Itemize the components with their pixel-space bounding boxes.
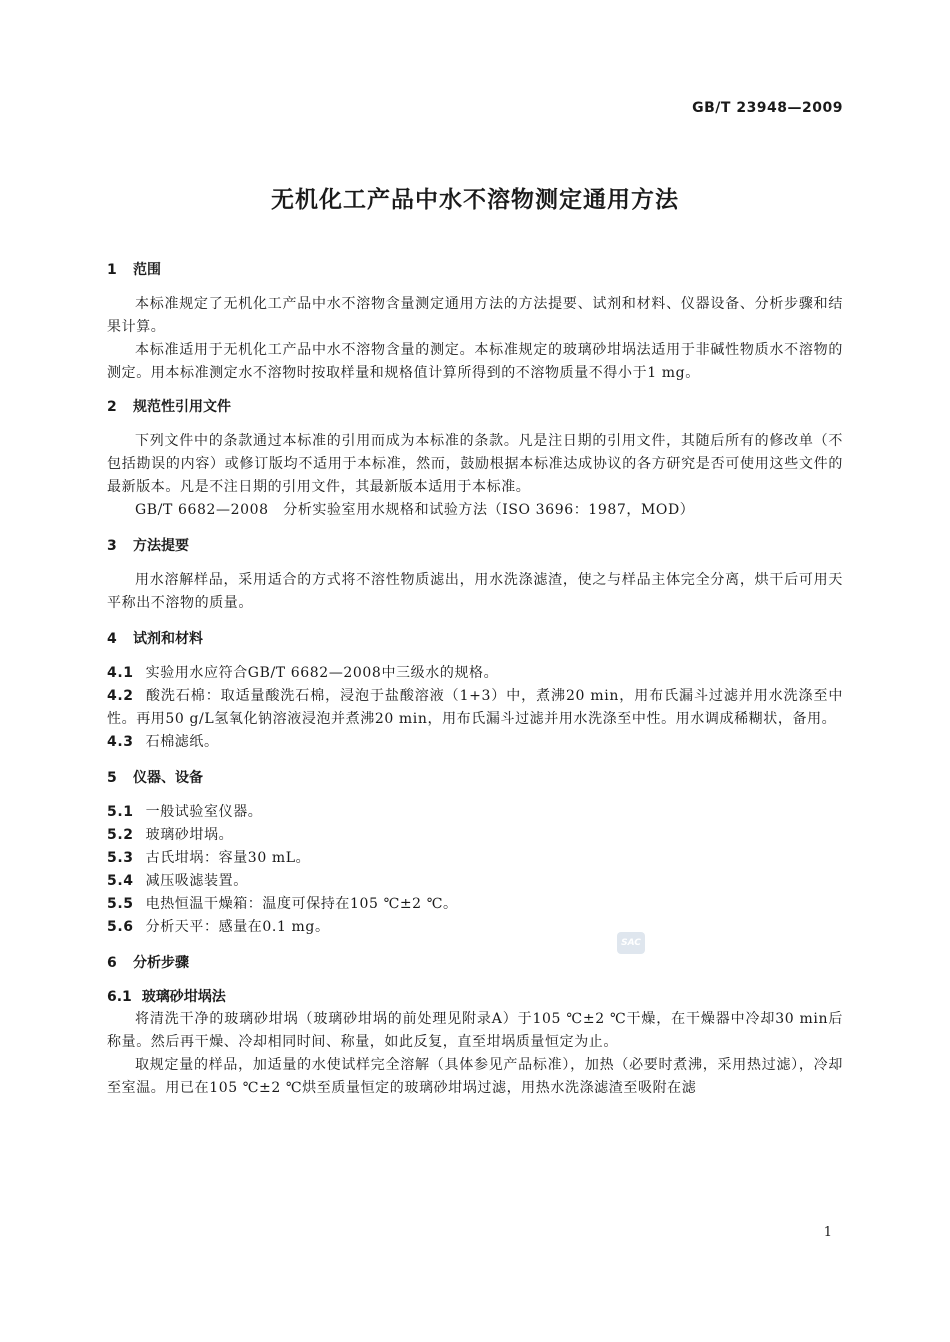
list-item xyxy=(107,824,843,847)
section-title: 规范性引用文件 xyxy=(133,399,231,415)
page-number: 1 xyxy=(823,1225,832,1240)
subsection-number: 6.1 xyxy=(107,989,132,1005)
list-item xyxy=(107,870,843,893)
item-text: 古氏坩埚：容量30 mL。 xyxy=(145,850,311,866)
standard-code: GB/T 23948—2009 xyxy=(692,100,843,116)
section-number: 4 xyxy=(107,631,117,647)
paragraph: 取规定量的样品，加适量的水使试样完全溶解（具体参见产品标准），加热（必要时煮沸，采用热过滤），冷却至室温。用已在105 ℃±2 ℃烘至质量恒定的玻璃砂坩埚过滤，用热水洗涤滤渣至吸附在滤 xyxy=(107,1057,843,1096)
section-number: 6 xyxy=(107,955,117,971)
item-text: 一般试验室仪器。 xyxy=(145,804,263,820)
section-title: 分析步骤 xyxy=(133,955,189,971)
section-title: 范围 xyxy=(133,262,161,278)
section-title: 试剂和材料 xyxy=(133,631,203,647)
list-item xyxy=(107,916,843,939)
item-text: 酸洗石棉：取适量酸洗石棉，浸泡于盐酸溶液（1+3）中，煮沸20 min，用布氏漏斗过滤并用水洗涤至中性。再用50 g/L氢氧化钠溶液浸泡并煮沸20 min，用布氏漏斗过滤并用水洗涤至中性。用水调成稀糊状，备用。 xyxy=(107,688,843,727)
item-number: 5.2 xyxy=(107,827,134,843)
item-text: 玻璃砂坩埚。 xyxy=(145,827,234,843)
item-text: 分析天平：感量在0.1 mg。 xyxy=(145,919,330,935)
normative-reference: GB/T 6682—2008 分析实验室用水规格和试验方法（ISO 3696：1987，MOD） xyxy=(135,502,695,518)
item-number: 5.4 xyxy=(107,873,134,889)
paragraph: 本标准适用于无机化工产品中水不溶物含量的测定。本标准规定的玻璃砂坩埚法适用于非碱性物质水不溶物的测定。用本标准测定水不溶物时按取样量和规格值计算所得到的不溶物质量不得小于1 mg。 xyxy=(107,342,843,381)
item-number: 5.6 xyxy=(107,919,134,935)
section-heading-2 xyxy=(107,397,843,417)
section-number: 3 xyxy=(107,538,117,554)
paragraph: 将清洗干净的玻璃砂坩埚（玻璃砂坩埚的前处理见附录A）于105 ℃±2 ℃干燥，在干燥器中冷却30 min后称量。然后再干燥、冷却相同时间、称量，如此反复，直至坩埚质量恒定为止。 xyxy=(107,1011,843,1050)
list-item xyxy=(107,731,843,754)
page-title: 无机化工产品中水不溶物测定通用方法 xyxy=(271,187,679,213)
subsection-title: 玻璃砂坩埚法 xyxy=(141,989,226,1005)
sac-watermark-logo: SAC xyxy=(617,932,645,954)
list-item xyxy=(107,847,843,870)
document-body xyxy=(107,260,843,1100)
section-heading-6 xyxy=(107,953,843,973)
section-number: 1 xyxy=(107,262,117,278)
section-title: 方法提要 xyxy=(133,538,189,554)
item-number: 5.5 xyxy=(107,896,134,912)
item-number: 5.1 xyxy=(107,804,134,820)
subsection-heading xyxy=(107,986,843,1008)
section-heading-4 xyxy=(107,629,843,649)
section-number: 5 xyxy=(107,770,117,786)
paragraph: 本标准规定了无机化工产品中水不溶物含量测定通用方法的方法提要、试剂和材料、仪器设备、分析步骤和结果计算。 xyxy=(107,296,843,335)
list-item xyxy=(107,801,843,824)
list-item xyxy=(107,685,843,731)
section-heading-5 xyxy=(107,768,843,788)
section-heading-1 xyxy=(107,260,843,280)
item-number: 4.1 xyxy=(107,665,134,681)
item-text: 电热恒温干燥箱：温度可保持在105 ℃±2 ℃。 xyxy=(145,896,458,912)
item-text: 石棉滤纸。 xyxy=(145,734,219,750)
list-item xyxy=(107,893,843,916)
section-number: 2 xyxy=(107,399,117,415)
section-heading-3 xyxy=(107,536,843,556)
item-number: 4.2 xyxy=(107,688,134,704)
paragraph: 用水溶解样品，采用适合的方式将不溶性物质滤出，用水洗涤滤渣，使之与样品主体完全分离，烘干后可用天平称出不溶物的质量。 xyxy=(107,572,843,611)
list-item xyxy=(107,662,843,685)
section-title: 仪器、设备 xyxy=(133,770,203,786)
item-number: 5.3 xyxy=(107,850,134,866)
item-text: 减压吸滤装置。 xyxy=(145,873,248,889)
item-number: 4.3 xyxy=(107,734,134,750)
paragraph: 下列文件中的条款通过本标准的引用而成为本标准的条款。凡是注日期的引用文件，其随后所有的修改单（不包括勘误的内容）或修订版均不适用于本标准，然而，鼓励根据本标准达成协议的各方研究是否可使用这些文件的最新版本。凡是不注日期的引用文件，其最新版本适用于本标准。 xyxy=(107,433,843,495)
item-text: 实验用水应符合GB/T 6682—2008中三级水的规格。 xyxy=(145,665,499,681)
